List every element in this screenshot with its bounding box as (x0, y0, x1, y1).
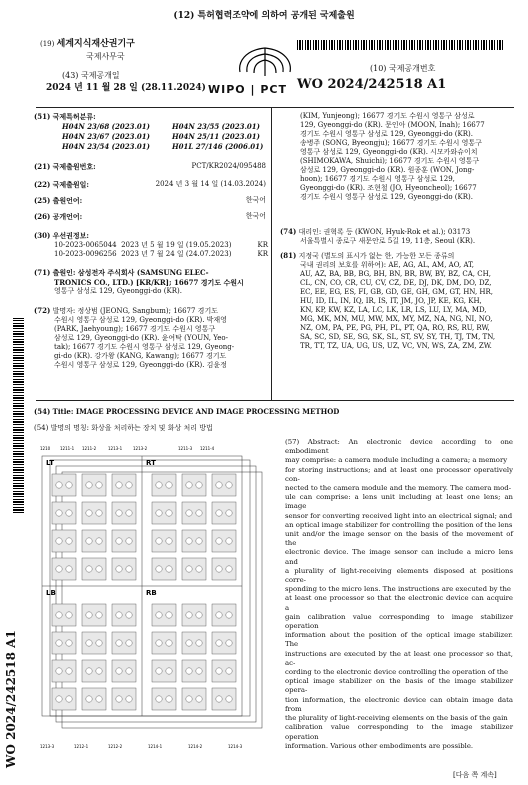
pixel-cell (52, 474, 76, 496)
micro-lens (96, 510, 102, 516)
pubnum-value: WO 2024/242518 A1 (297, 77, 447, 92)
abstract-line: instructions are executed by the at least one processor so that, ac- (285, 649, 513, 667)
micro-lens (126, 612, 132, 618)
micro-lens (86, 612, 92, 618)
micro-lens (156, 538, 162, 544)
micro-lens (166, 482, 172, 488)
micro-lens (156, 668, 162, 674)
micro-lens (56, 566, 62, 572)
micro-lens (126, 538, 132, 544)
micro-lens (156, 640, 162, 646)
micro-lens (66, 640, 72, 646)
document-header-title: (12) 특허협력조약에 의하여 공개된 국제출원 (173, 11, 355, 21)
abstract-line: the plurality of light-receiving elements on the basis of the gain (285, 714, 508, 723)
quadrant-label: RB (146, 589, 157, 597)
micro-lens (186, 696, 192, 702)
micro-lens (196, 566, 202, 572)
pixel-cell (52, 688, 76, 710)
patent-figure (38, 446, 274, 752)
micro-lens (56, 668, 62, 674)
abstract-line: information about the position of the optical image stabilizer. The (285, 631, 513, 649)
abstract-line: nected to the camera module and the memory. The camera mod- (285, 484, 512, 493)
micro-lens (226, 612, 232, 618)
micro-lens (86, 482, 92, 488)
wipo-pct-logo: WIPO | PCT (208, 83, 287, 96)
abstract-line: tion information, the electronic device can obtain image data from (285, 695, 513, 713)
micro-lens (116, 510, 122, 516)
abstract-line: optical image stabilizer on the basis of the image stabilizer opera- (285, 677, 513, 695)
ref-label: 1214-2 (188, 744, 203, 749)
pixel-cell (82, 502, 106, 524)
abstract-line: unit and/or the image sensor on the basis of the movement of the (285, 530, 513, 548)
micro-lens (66, 696, 72, 702)
micro-lens (166, 612, 172, 618)
quadrant-label: RT (146, 459, 156, 467)
pubdate-value: 2024 년 11 월 28 일 (28.11.2024) (46, 83, 206, 93)
abstract-line: a plurality of light-receiving elements disposed at positions corre- (285, 566, 513, 585)
micro-lens (66, 538, 72, 544)
field-51: (51) 국제특허분류: H04N 23/68 (2023.01) H04N 23/55 (2023.01) H04N 23/67 (2023.01) H04N 25/11 (2023.01) H04N 23/54 (2023.01) H01L 27/146 (2006.01) (34, 112, 264, 151)
micro-lens (226, 482, 232, 488)
pixel-cell (82, 474, 106, 496)
micro-lens (66, 566, 72, 572)
micro-lens (116, 668, 122, 674)
micro-lens (166, 668, 172, 674)
micro-lens (156, 566, 162, 572)
pubnum-label: (10) 국제공개번호 (370, 64, 436, 73)
ref-label: 1210 (40, 446, 51, 451)
abstract-line: may comprise: a camera module including a camera; a memory (285, 456, 508, 465)
micro-lens (186, 566, 192, 572)
micro-lens (96, 538, 102, 544)
abstract-line: an optical image stabilizer for controlling the position of the lens (285, 520, 513, 529)
micro-lens (166, 566, 172, 572)
abstract-line: information. Various other embodiments are possible. (285, 741, 474, 750)
ref-label: 1211-1 (60, 446, 75, 451)
field-25: (25) 출원언어: 한국어 (34, 196, 266, 205)
micro-lens (196, 482, 202, 488)
ref-label: 1211-2 (82, 446, 97, 451)
micro-lens (116, 482, 122, 488)
micro-lens (116, 640, 122, 646)
micro-lens (116, 696, 122, 702)
abstract-line: cording to the electronic device controlling the operation of the (285, 668, 509, 677)
micro-lens (216, 668, 222, 674)
micro-lens (56, 482, 62, 488)
micro-lens (96, 668, 102, 674)
micro-lens (226, 640, 232, 646)
micro-lens (66, 510, 72, 516)
ref-label: 1213-2 (133, 446, 148, 451)
micro-lens (226, 566, 232, 572)
abstract-line: gain calibration value corresponding to image stabilizer operation (285, 612, 513, 631)
pixel-cell (52, 604, 76, 626)
field-71: (71) 출원인: 삼성전자 주식회사 (SAMSUNG ELEC- TRONICS CO., LTD.) [KR/KR]; 16677 경기도 수원시 영통구 삼성로 129, Gyeonggi-do (KR). (34, 268, 244, 295)
micro-lens (86, 640, 92, 646)
abstract-line: calibration value corresponding to the image stabilizer operation (285, 723, 513, 741)
micro-lens (216, 696, 222, 702)
micro-lens (126, 668, 132, 674)
micro-lens (96, 612, 102, 618)
ref-label: 1214-1 (148, 744, 163, 749)
micro-lens (96, 640, 102, 646)
micro-lens (96, 482, 102, 488)
ref-label: 1214-3 (228, 744, 243, 749)
micro-lens (86, 696, 92, 702)
micro-lens (116, 566, 122, 572)
micro-lens (156, 510, 162, 516)
pixel-cell (82, 632, 106, 654)
micro-lens (156, 696, 162, 702)
micro-lens (226, 538, 232, 544)
pixel-cell (52, 632, 76, 654)
quadrant-label: LB (46, 589, 56, 597)
pixel-cell (82, 688, 106, 710)
micro-lens (86, 510, 92, 516)
micro-lens (116, 538, 122, 544)
micro-lens (186, 640, 192, 646)
pixel-cell (52, 530, 76, 552)
micro-lens (166, 510, 172, 516)
micro-lens (216, 612, 222, 618)
pixel-cell (82, 530, 106, 552)
micro-lens (186, 668, 192, 674)
micro-lens (96, 566, 102, 572)
micro-lens (66, 612, 72, 618)
abstract-line: sensor for converting received light into an electrical signal; and (285, 511, 513, 520)
office-subname: 국제사무국 (86, 52, 125, 61)
micro-lens (126, 482, 132, 488)
micro-lens (216, 640, 222, 646)
continued-notice: [다음 쪽 계속] (453, 771, 497, 779)
micro-lens (196, 538, 202, 544)
abstract-line: (57) Abstract: An electronic device according to one embodiment (285, 438, 513, 456)
micro-lens (196, 640, 202, 646)
micro-lens (66, 482, 72, 488)
micro-lens (126, 566, 132, 572)
micro-lens (56, 612, 62, 618)
micro-lens (226, 696, 232, 702)
field-81: (81) 지정국 (별도의 표시가 없는 한, 가능한 모든 종류의 국내 권리의 보호를 위하여): AE, AG, AL, AM, AO, AT, AU, AZ, BA, BB, BG, BH, BN, BR, BW, BY, BZ, CA, CH, CL, CN, CO, CR, CU, CV, CZ, DE, DJ, DK, DM, DO, DZ, EC, EE, EG, ES, FI, GB, GD, GE, GH, GM, GT, HN, HR, HU, ID, IL, IN, IQ, IR, IS, IT, JM, JO, JP, KE, KG, KH, KN, KP, KW, KZ, LA, LC, LK, LR, LS, LU, LY, MA, MD, MG, MK, MN, MU, MW, MX, MY, MZ, NA, NG, NI, NO, NZ, OM, PA, PE, PG, PH, PL, PT, QA, RO, RS, RU, RW, SA, SC, SD, SE, SG, SK, SL, ST, SV, SY, TH, TJ, TM, TN, TR, TT, TZ, UA, UG, US, UZ, VC, VN, WS, ZA, ZM, ZW. (280, 251, 496, 350)
abstract (285, 438, 513, 751)
micro-lens (196, 510, 202, 516)
field-72: (72) 발명자: 정상범 (JEONG, Sangbum); 16677 경기도 수원시 영통구 삼성로 129, Gyeonggi-do (KR). 박재영 (PARK, Jaehyoung); 16677 경기도 수원시 영통구 삼성로 129, Gyeonggi-do (KR). 윤여탁 (YOUN, Yeo- tak); 16677 경기도 수원시 영통구 삼성로 129, Gyeong- gi-do (KR). 강가왕 (KANG, Kawang); 16677 경기도 수원시 영통구 삼성로 129, Gyeonggi-do (KR). 김윤정 (34, 306, 235, 369)
field-74: (74) 대리인: 권혁록 등 (KWON, Hyuk-Rok et al.); 03173 서울특별시 종로구 새문안로 5길 19, 11층, Seoul (KR). (280, 227, 476, 245)
micro-lens (166, 640, 172, 646)
abstract-line: electronic device. The image sensor can include a micro lens and (285, 548, 513, 566)
micro-lens (166, 696, 172, 702)
micro-lens (196, 612, 202, 618)
micro-lens (186, 538, 192, 544)
pixel-cell (82, 660, 106, 682)
micro-lens (66, 668, 72, 674)
vertical-pubnum: WO 2024/242518 A1 (4, 630, 18, 768)
field-21: (21) 국제출원번호: PCT/KR2024/095488 (34, 162, 266, 171)
micro-lens (56, 510, 62, 516)
abstract-line: ule can comprise: a lens unit including at least one lens; an image (285, 493, 513, 511)
micro-lens (216, 510, 222, 516)
column-divider (271, 108, 272, 400)
ref-label: 1213-3 (40, 744, 55, 749)
field-72-continued: (KIM, Yunjeong); 16677 경기도 수원시 영통구 삼성로 129, Gyeonggi-do (KR). 문인아 (MOON, Inah); 16677 경기도 수원시 영통구 삼성로 129, Gyeonggi-do (KR). 송병주 (SONG, Byeongju); 16677 경기도 수원시 영통구 영통구 삼성로 129, Gyeonggi-do (KR). 시모카와슈이치 (SHIMOKAWA, Shuichi); 16677 경기도 수원시 영통구 삼성로 129, Gyeonggi-do (KR). 원종훈 (WON, Jong- hoon); 16677 경기도 수원시 영통구 삼성로 129, Gyeonggi-do (KR). 조현철 (JO, Hyeoncheol); 16677 경기도 수원시 영통구 삼성로 129, Gyeonggi-do (KR). (300, 112, 485, 201)
micro-lens (86, 538, 92, 544)
abstract-line: at least one processor so that the electronic device can acquire a (285, 594, 513, 612)
micro-lens (226, 510, 232, 516)
micro-lens (196, 668, 202, 674)
micro-lens (216, 482, 222, 488)
invention-title-kr: (54) 발명의 명칭: 화상을 처리하는 장치 및 화상 처리 방법 (34, 424, 213, 432)
field-30: (30) 우선권정보: 10-2023-0065044 2023 년 5 월 19 일 (19.05.2023) KR 10-2023-0096256 2023 년 7 월 24 일 (24.07.2023) KR (34, 231, 268, 258)
pixel-cell (52, 502, 76, 524)
micro-lens (166, 538, 172, 544)
micro-lens (56, 696, 62, 702)
micro-lens (196, 696, 202, 702)
ref-label: 1213-1 (108, 446, 123, 451)
barcode (297, 40, 505, 50)
micro-lens (216, 566, 222, 572)
micro-lens (126, 510, 132, 516)
micro-lens (186, 612, 192, 618)
divider (36, 400, 514, 401)
micro-lens (96, 696, 102, 702)
micro-lens (126, 696, 132, 702)
ref-label: 1211-3 (178, 446, 193, 451)
pixel-cell (82, 558, 106, 580)
micro-lens (156, 482, 162, 488)
pixel-cell (82, 604, 106, 626)
ref-label: 1211-4 (200, 446, 215, 451)
micro-lens (156, 612, 162, 618)
invention-title-en: (54) Title: IMAGE PROCESSING DEVICE AND IMAGE PROCESSING METHOD (34, 407, 340, 416)
pubdate-label: (43) 국제공개일 (62, 71, 120, 80)
field-26: (26) 공개언어: 한국어 (34, 212, 266, 221)
micro-lens (116, 612, 122, 618)
office-code: (19) 세계지식재산권기구 (40, 39, 135, 49)
pixel-cell (52, 660, 76, 682)
field-22: (22) 국제출원일: 2024 년 3 월 14 일 (14.03.2024) (34, 180, 266, 189)
divider (36, 107, 514, 108)
micro-lens (216, 538, 222, 544)
micro-lens (186, 482, 192, 488)
micro-lens (86, 668, 92, 674)
micro-lens (86, 566, 92, 572)
barcode (13, 318, 24, 513)
ref-label: 1212-1 (74, 744, 89, 749)
pixel-cell (52, 558, 76, 580)
micro-lens (186, 510, 192, 516)
ref-label: 1212-2 (108, 744, 123, 749)
abstract-line: for storing instructions; and at least one processor operatively con- (285, 465, 513, 483)
micro-lens (56, 538, 62, 544)
quadrant-label: LT (46, 459, 55, 467)
abstract-line: sponding to the micro lens. The instructions are executed by the (285, 585, 511, 594)
micro-lens (56, 640, 62, 646)
micro-lens (226, 668, 232, 674)
micro-lens (126, 640, 132, 646)
